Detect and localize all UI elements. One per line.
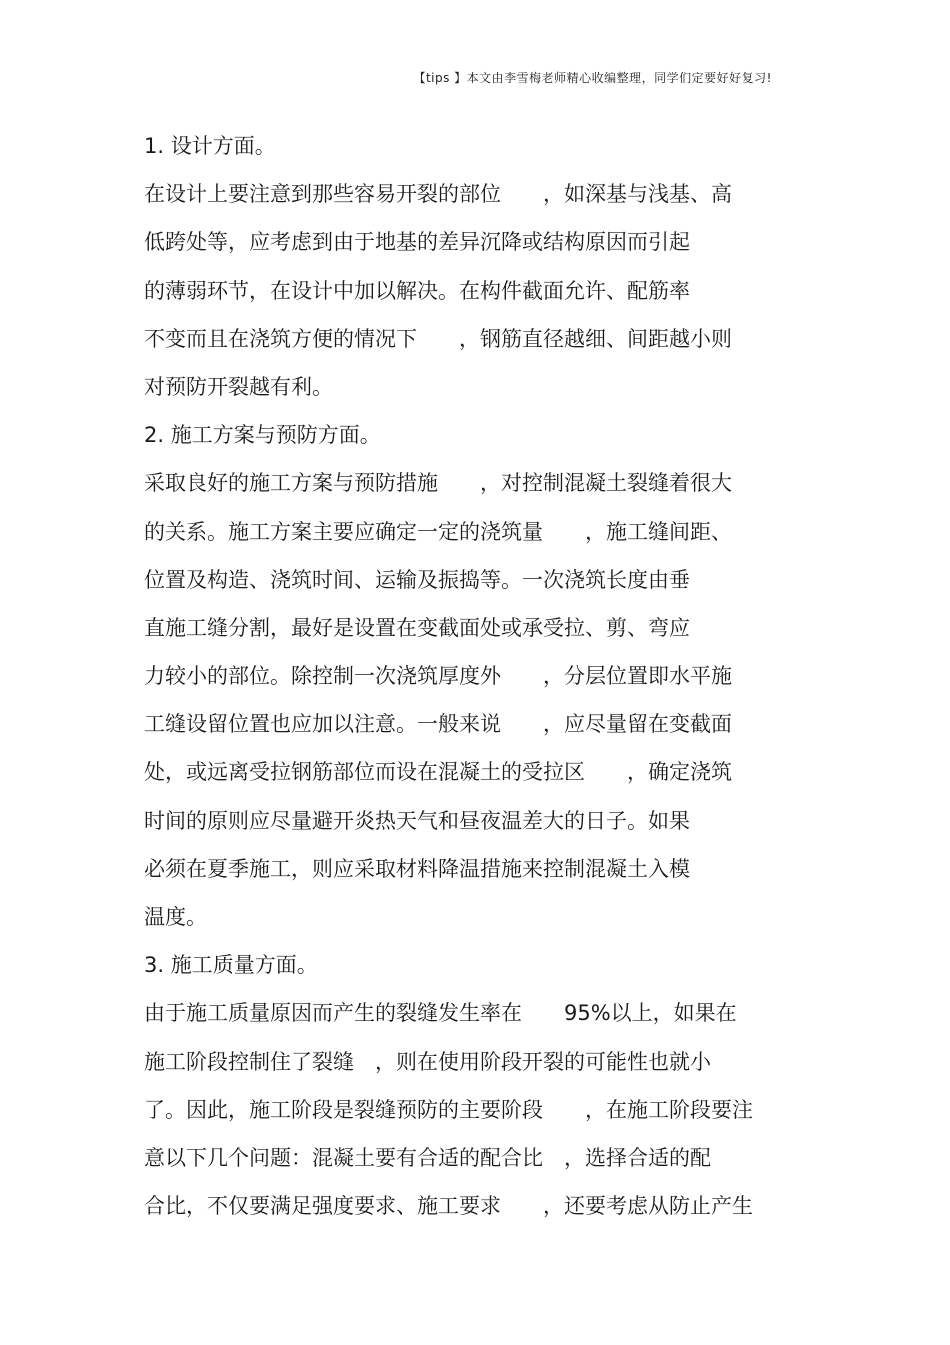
heading-construction-quality: 3. 施工质量方面。 [144, 953, 318, 978]
document-body [144, 130, 804, 1238]
paragraph-line: 的关系。施工方案主要应确定一定的浇筑量 ，施工缝间距、 [144, 519, 732, 544]
paragraph-line: 位置及构造、浇筑时间、运输及振捣等。一次浇筑长度由垂 [144, 567, 690, 592]
paragraph-line: 时间的原则应尽量避开炎热天气和昼夜温差大的日子。如果 [144, 808, 690, 833]
paragraph-line: 直施工缝分割，最好是设置在变截面处或承受拉、剪、弯应 [144, 615, 690, 640]
paragraph-line: 了。因此，施工阶段是裂缝预防的主要阶段 ，在施工阶段要注 [144, 1097, 753, 1122]
paragraph-line: 力较小的部位。除控制一次浇筑厚度外 ，分层位置即水平施 [144, 664, 732, 689]
paragraph-line: 施工阶段控制住了裂缝 ，则在使用阶段开裂的可能性也就小 [144, 1049, 711, 1074]
paragraph-line: 工缝设留位置也应加以注意。一般来说 ，应尽量留在变截面 [144, 712, 732, 737]
paragraph-line: 采取良好的施工方案与预防措施 ，对控制混凝土裂缝着很大 [144, 471, 732, 496]
paragraph-line: 对预防开裂越有利。 [144, 374, 333, 399]
paragraph-line: 不变而且在浇筑方便的情况下 ，钢筋直径越细、间距越小则 [144, 326, 732, 351]
heading-design: 1. 设计方面。 [144, 134, 276, 158]
paragraph-line: 的薄弱环节，在设计中加以解决。在构件截面允许、配筋率 [144, 278, 690, 303]
paragraph-line: 由于施工质量原因而产生的裂缝发生率在 95%以上，如果在 [144, 1001, 737, 1026]
heading-construction-plan: 2. 施工方案与预防方面。 [144, 423, 381, 448]
paragraph-line: 意以下几个问题：混凝土要有合适的配合比 ，选择合适的配 [144, 1145, 711, 1170]
paragraph-line: 在设计上要注意到那些容易开裂的部位 ，如深基与浅基、高 [144, 182, 732, 207]
paragraph-line: 处，或远离受拉钢筋部位而设在混凝土的受拉区 ，确定浇筑 [144, 760, 732, 785]
paragraph-line: 合比，不仅要满足强度要求、施工要求 ，还要考虑从防止产生 [144, 1194, 753, 1219]
paragraph-line: 必须在夏季施工，则应采取材料降温措施来控制混凝土入模 [144, 856, 690, 881]
header-note: 【tips 】本文由李雪梅老师精心收编整理，同学们定要好好复习! [413, 71, 772, 85]
paragraph-line: 低跨处等，应考虑到由于地基的差异沉降或结构原因而引起 [144, 230, 690, 255]
paragraph-line: 温度。 [144, 905, 207, 929]
